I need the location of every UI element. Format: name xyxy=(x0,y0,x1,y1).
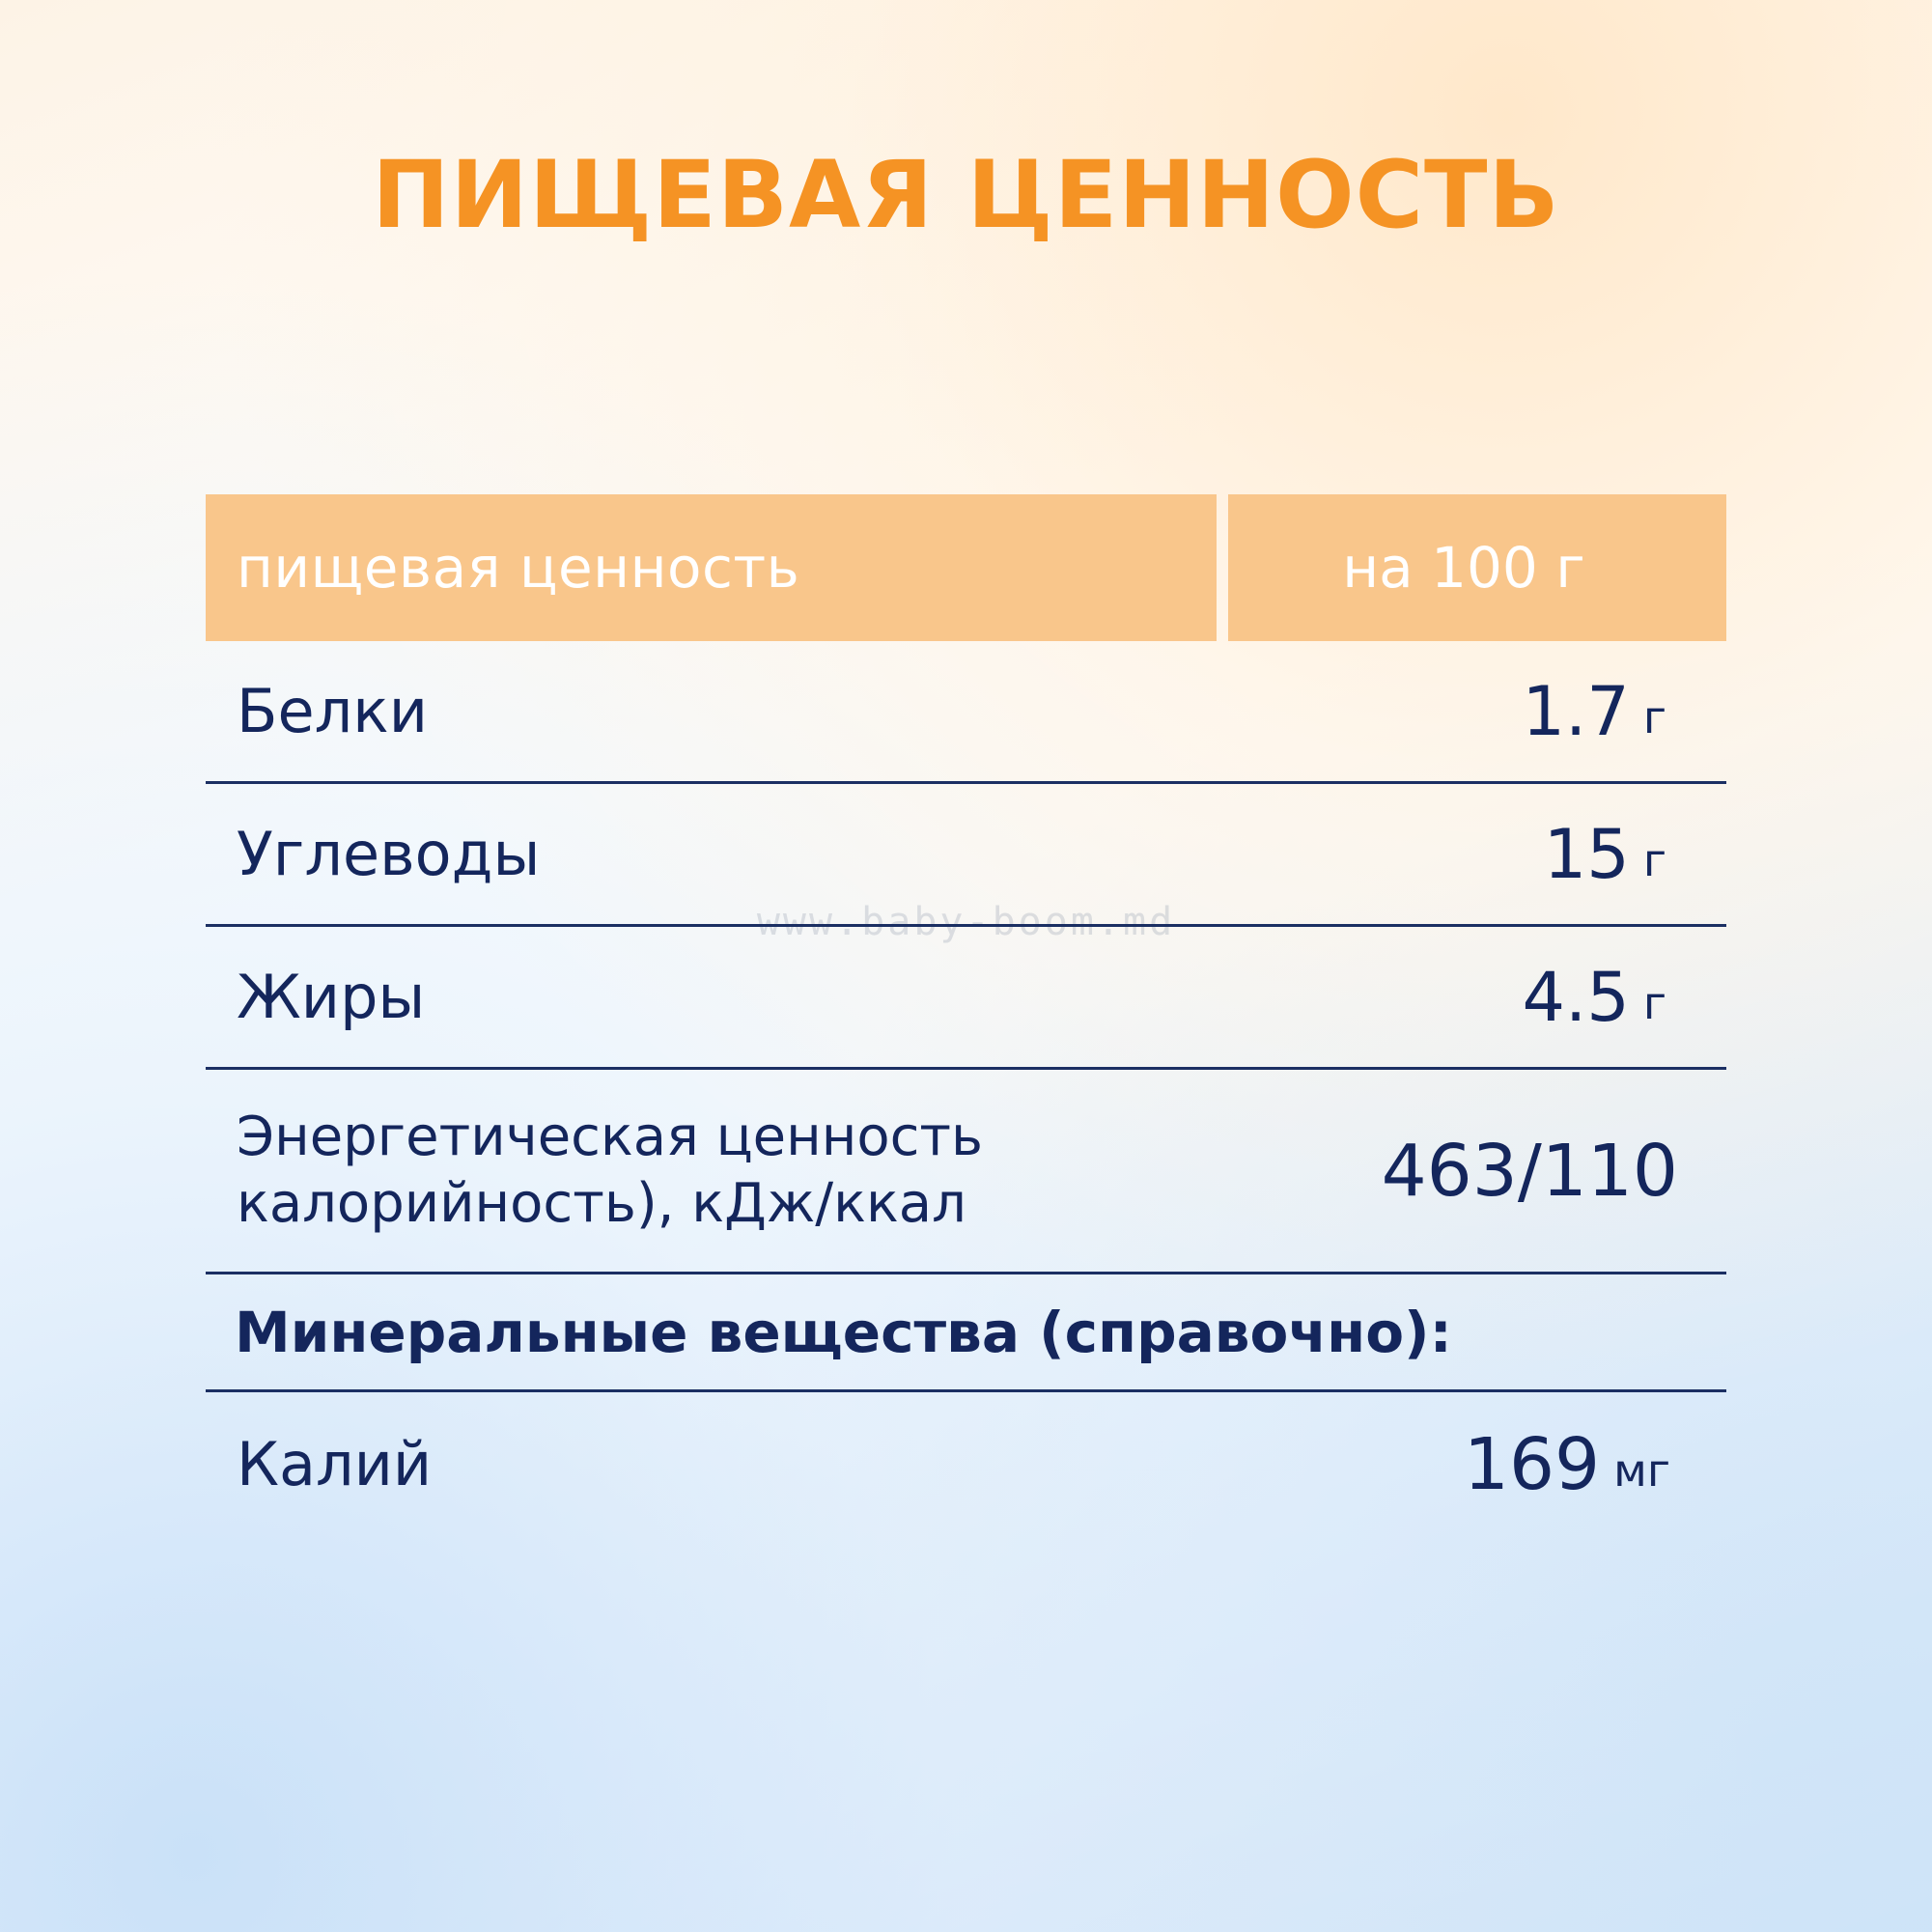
row-value xyxy=(1233,1070,1722,1272)
row-value xyxy=(1233,927,1722,1067)
header-label: пищевая ценность xyxy=(206,494,1217,641)
table-header-row xyxy=(206,494,1726,641)
row-label: Калий xyxy=(237,1429,433,1500)
table-row-energy xyxy=(206,1070,1726,1274)
row-value xyxy=(1233,784,1722,924)
header-divider xyxy=(1217,494,1228,641)
section-title: Минеральные вещества (справочно): xyxy=(235,1299,1452,1365)
header-value: на 100 г xyxy=(1228,494,1726,641)
table-row xyxy=(206,641,1726,784)
row-value xyxy=(1233,1392,1722,1537)
table-row xyxy=(206,927,1726,1070)
row-value-unit: г xyxy=(1642,690,1666,743)
table-section-header xyxy=(206,1274,1726,1392)
row-value-number: 4.5 xyxy=(1522,957,1630,1037)
nutrition-table xyxy=(206,494,1726,1537)
row-value-number: 1.7 xyxy=(1522,671,1630,751)
row-label-line1: Энергетическая ценность xyxy=(237,1106,984,1169)
row-label-line2: калорийность), кДж/ккал xyxy=(237,1171,966,1235)
row-value-unit: г xyxy=(1642,833,1666,886)
row-value-unit: г xyxy=(1642,976,1666,1029)
row-value xyxy=(1233,641,1722,781)
page-title: ПИЩЕВАЯ ЦЕННОСТЬ xyxy=(372,141,1560,249)
table-row xyxy=(206,784,1726,927)
row-label xyxy=(210,1070,1233,1272)
row-value-unit: мг xyxy=(1613,1444,1670,1497)
row-value-number: 463/110 xyxy=(1381,1129,1678,1213)
table-row xyxy=(206,1392,1726,1537)
row-label: Углеводы xyxy=(237,818,541,889)
row-value-number: 15 xyxy=(1543,814,1630,894)
row-label: Жиры xyxy=(237,961,426,1032)
row-label: Белки xyxy=(237,675,429,746)
row-value-number: 169 xyxy=(1463,1423,1601,1506)
watermark: www.baby-boom.md xyxy=(756,900,1176,944)
